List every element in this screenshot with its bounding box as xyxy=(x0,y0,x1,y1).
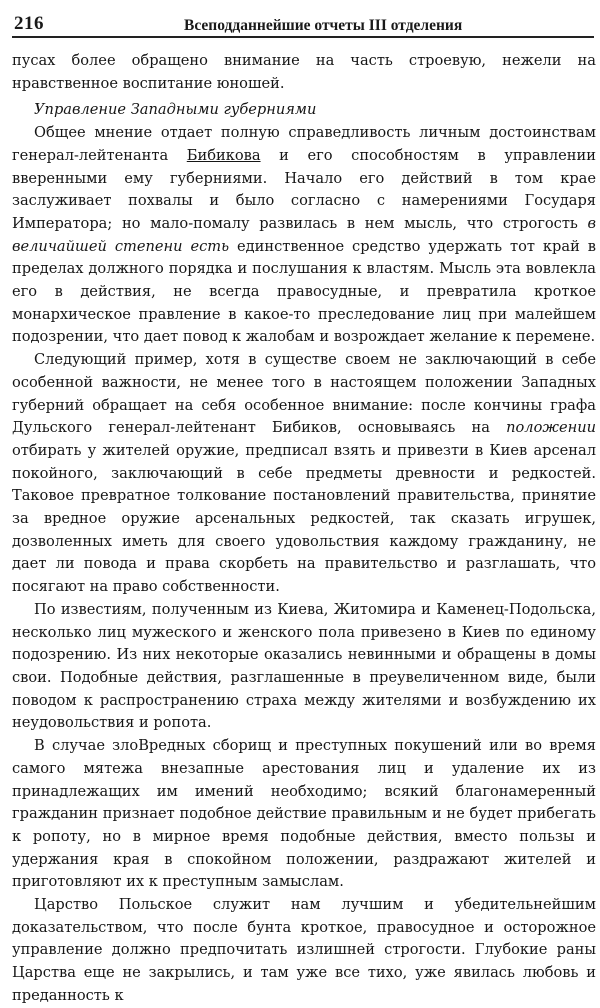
body-text xyxy=(12,50,596,1008)
paragraph-bibikov xyxy=(12,122,596,349)
section-subheading: Управление Западными губерниями xyxy=(34,101,317,119)
running-title: Всеподданнейшие отчеты III отделения xyxy=(184,17,463,34)
name-underlined: Бибикова xyxy=(186,146,261,164)
text-run: Общее мнение отдает полную справедливость личным достоинствам генерал-лейтенанта xyxy=(12,124,596,164)
running-header xyxy=(12,6,592,36)
emphasis-text: положении xyxy=(506,419,596,437)
paragraph-example xyxy=(12,349,596,599)
paragraph-continuation: пусах более обращено внимание на часть строевую, нежели на нравственное воспитание юношей. xyxy=(12,52,596,92)
paragraph-arrests: В случае злоВредных сборищ и преступных покушений или во время самого мятежа внезапные арестования лиц и удаление их из принадлежащих им имений необходимо; всякий благонамеренный гражданин признает подобное действие правильным и не будет прибегать к ропоту, но в мирное время подобные действия, вместо пользы и удержания края в спокойном положении, раздражают жителей и приготовляют их к преступным замыслам. xyxy=(12,737,596,891)
header-rule xyxy=(12,36,594,38)
text-run: Следующий пример, хотя в существе своем не заключающий в себе особенной важности, не менее того в настоящем положении Западных губерний обращает на себя особенное внимание: после кончины графа Дульского генерал-лейтенант Бибиков, основываясь на xyxy=(12,351,596,437)
text-run: и его способностям в управлении вверенными ему губерниями. Начало его действий в том крае заслуживает похвалы и было согласно с намерениями Государя Императора; но мало-помалу развилась в нем мысль, что строгость xyxy=(12,146,596,232)
emphasis-text: в величайшей степени есть xyxy=(12,214,596,255)
text-run: отбирать у жителей оружие, предписал взять и привезти в Киев арсенал покойного, заключающий в себе предметы древности и редкостей. Таковое превратное толкование постановлений правительства, принятие за вредное оружие арсенальных редкостей, так сказать игрушек, дозволенных иметь для своего удовольствия каждому гражданину, не дает ли повода и права скорбеть на правительство и разглашать, что посягают на право собственности. xyxy=(12,441,596,596)
page-number: 216 xyxy=(14,13,44,34)
paragraph-poland: Царство Польское служит нам лучшим и убедительнейшим доказательством, что после бунта кроткое, правосудное и осторожное управление должно предпочитать излишней строгости. Глубокие раны Царства еще не закрылись, и там уже все тихо, уже явилась любовь и преданность к xyxy=(12,896,596,1004)
text-run: единственное средство удержать тот край в пределах должного порядка и послушания к властям. Мысль эта вовлекла его в действия, не всегда правосудные, и превратила кроткое монархическое правление в какое-то преследование лиц при малейшем подозрении, что дает повод к жалобам и возрождает желание к перемене. xyxy=(12,237,596,346)
paragraph-news: По известиям, полученным из Киева, Житомира и Каменец-Подольска, несколько лиц мужеского и женского пола привезено в Киев по единому подозрению. Из них некоторые оказались невинными и обращены в домы свои. Подобные действия, разглашенные в преувеличенном виде, были поводом к распространению страха между жителями и возбуждению их неудовольствия и ропота. xyxy=(12,600,596,732)
